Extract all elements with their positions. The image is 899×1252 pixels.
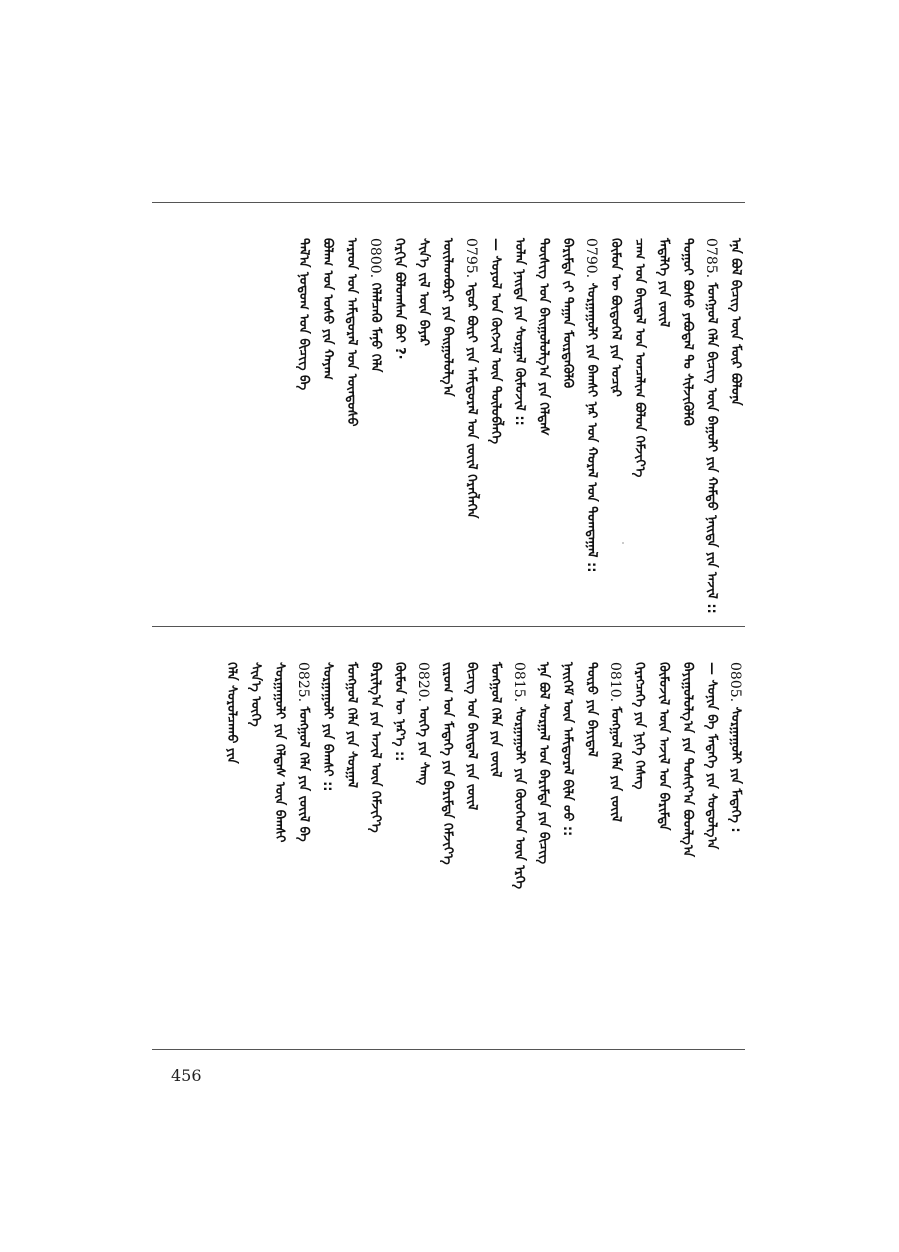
upper-text-block bbox=[152, 238, 745, 614]
line-text: ᠰᠤᠷᠭᠠᠭᠤᠯᠢ ᠶᠢᠨ ᠪᠠᠭᠰᠢ :: bbox=[320, 662, 335, 792]
middle-rule bbox=[152, 626, 745, 627]
text-line bbox=[485, 662, 505, 777]
text-line bbox=[341, 238, 361, 426]
numbered-entry-line bbox=[293, 662, 313, 842]
numbered-entry-line bbox=[413, 662, 433, 785]
text-line bbox=[557, 662, 577, 836]
text-line bbox=[437, 238, 457, 397]
line-text: ᠡᠨᠡ ᠪᠣᠯ ᠪᠢᠴᠢᠭ ᠦᠨ ᠮᠦᠷ ᠪᠣᠯᠤᠨᠠ bbox=[728, 238, 743, 406]
line-text: ᠮᠡᠳᠡᠯᠭᠡ ᠶᠢᠨ ᠵᠦᠢᠯ bbox=[656, 238, 671, 328]
line-text: ᠪᠠᠷᠢᠯᠭ᠎ᠠ ᠶᠢᠨ ᠠᠵᠢᠯ ᠦᠨ ᠬᠡᠮᠵᠢᠶ᠎ᠡ bbox=[368, 662, 383, 833]
line-text: ᠬᠡᠷᠡᠭᠴᠡᠭᠡ ᠶᠢᠨ ᠨᠢᠭᠡ ᠬᠡᠰᠡᠭ bbox=[632, 662, 647, 790]
text-line bbox=[581, 662, 601, 757]
text-line bbox=[629, 238, 649, 477]
text-line bbox=[413, 238, 433, 346]
line-text: ᠳᠤᠭᠤᠢ ᠪᠤᠰᠤ ᠶᠠᠪᠤᠳᠠᠯ ᠲᠤ ᠰᠢᠯᠵᠢᠭᠦᠯᠬᠦ bbox=[680, 238, 695, 426]
numbered-entry-line bbox=[701, 238, 721, 614]
line-text: ᠰᠢᠨ᠎ᠡ ᠵᠢᠯ ᠦᠨ ᠪᠠᠶᠠᠷ bbox=[416, 238, 431, 346]
text-line bbox=[509, 238, 529, 426]
text-line bbox=[437, 662, 457, 865]
line-text: ᠡᠳᠦᠷ ᠪᠦᠷᠢ ᠶᠢᠨ ᠠᠮᠢᠳᠤᠷᠠᠯ ᠤᠨ ᠵᠦᠢᠯ ᠬᠡᠷᠡᠭᠯᠡᠭᠡᠨ bbox=[464, 278, 479, 519]
text-line bbox=[341, 662, 361, 788]
bottom-rule bbox=[152, 1049, 745, 1050]
numbered-entry-line bbox=[581, 238, 601, 572]
text-line bbox=[653, 662, 673, 830]
entry-number: 0785. bbox=[703, 238, 719, 279]
scan-speck bbox=[622, 542, 624, 544]
line-text: ᠪᠠᠷᠢᠮᠲᠠ ᠵᠢ ᠳᠠᠭᠠᠨ ᠮᠦᠷᠳᠡᠭᠦᠯᠬᠦ bbox=[560, 238, 575, 389]
line-text: ᠵᠢᠷᠤᠭ ᠤᠨ ᠮᠡᠳᠡᠭᠡ ᠶᠢᠨ ᠪᠠᠷᠢᠮᠲᠠ ᠬᠡᠮᠵᠢᠶ᠎ᠡ bbox=[440, 662, 455, 865]
text-line bbox=[677, 662, 697, 857]
numbered-entry-line bbox=[461, 238, 481, 518]
line-text: ᠮᠣᠩᠭᠣᠯ ᠬᠡᠯᠡ ᠶᠢᠨ ᠵᠦᠢᠯ bbox=[608, 702, 623, 822]
text-line bbox=[725, 238, 745, 406]
line-text: ᠰᠤᠷᠭᠠᠭᠤᠯᠢ ᠶᠢᠨ ᠮᠡᠳᠡᠭᠡ : bbox=[728, 702, 743, 833]
line-text: ᠰᠢᠨ᠎ᠡ ᠦᠭᠡ bbox=[248, 662, 263, 727]
line-text: ᠦᠢᠯᠡᠳᠪᠦᠷᠢ ᠶᠢᠨ ᠪᠠᠢᠭᠤᠯᠤᠯᠭ᠎ᠠ bbox=[440, 238, 455, 397]
entry-number: 0815. bbox=[511, 662, 527, 703]
lower-text-block bbox=[152, 662, 745, 1022]
text-line bbox=[245, 662, 265, 727]
line-text: ᠮᠣᠩᠭᠣᠯ ᠬᠡᠯᠡ ᠪᠢᠴᠢᠭ ᠦᠨ ᠪᠠᠭᠤᠯᠢ ᠶᠢᠨ ᠬᠠᠮᠲᠤ ᠨᠡᠢᠲᠡ ᠶᠢᠨ ᠠᠵᠢᠯ :: bbox=[704, 278, 719, 614]
text-line bbox=[557, 238, 577, 388]
text-line bbox=[461, 662, 481, 810]
numbered-entry-line bbox=[365, 238, 385, 372]
line-text: ᠮᠣᠩᠭᠣᠯ ᠬᠡᠯᠡ ᠶᠢᠨ ᠵᠦᠢᠯ ᠪᠠ bbox=[296, 702, 311, 842]
line-text: ᠡᠨᠡ ᠪᠣᠯ ᠰᠤᠷᠭᠠᠯ ᠤᠨ ᠪᠠᠷᠢᠮᠲᠠ ᠶᠢᠨ ᠪᠢᠴᠢᠭ bbox=[536, 662, 551, 865]
text-line bbox=[533, 238, 553, 436]
entry-number: 0800. bbox=[367, 238, 383, 279]
line-text: ᠴᠠᠭ ᠤᠨ ᠪᠠᠢᠳᠠᠯ ᠤᠨ ᠣᠨᠴᠠᠯᠢᠭ ᠪᠣᠯᠤᠨ ᠬᠡᠮᠵᠢᠶ᠎ᠡ bbox=[632, 238, 647, 478]
line-text: ᠰᠤᠷᠭᠠᠭᠤᠯᠢ ᠶᠢᠨ ᠪᠠᠭᠰᠢ ᠨᠠᠷ ᠤᠨ ᠬᠤᠷᠠᠯ ᠤᠨ ᠲᠣᠭᠲᠠᠭᠠᠯ :: bbox=[584, 278, 599, 573]
text-line bbox=[221, 662, 241, 764]
line-text: ᠪᠤᠯᠠᠭ ᠤᠨ ᠤᠰᠤ ᠶᠢᠨ ᠬᠠᠶᠠᠭ bbox=[320, 238, 335, 380]
entry-number: 0795. bbox=[463, 238, 479, 279]
line-text: ᠪᠠᠶᠢᠭᠤᠯᠤᠯᠭ᠎ᠠ ᠶᠢᠨ ᠲᠤᠰᠢᠶ᠎ᠠ ᠪᠣᠳᠯᠭ᠎ᠠ bbox=[680, 662, 695, 858]
page-number: 456 bbox=[171, 1066, 202, 1085]
line-text: ᠣᠯᠠᠨ ᠨᠡᠢᠲᠡ ᠶᠢᠨ ᠰᠤᠷᠭᠠᠯ ᠬᠦᠮᠦᠵᠢᠯ :: bbox=[512, 238, 527, 426]
numbered-entry-line bbox=[605, 662, 625, 822]
entry-number: 0825. bbox=[295, 662, 311, 703]
line-text: ᠠᠷᠠᠳ ᠤᠨ ᠠᠮᠢᠳᠤᠷᠠᠯ ᠤᠨ ᠦᠨᠳᠦᠰᠦ bbox=[344, 238, 359, 427]
text-line bbox=[677, 238, 697, 426]
text-line bbox=[701, 662, 721, 849]
line-text: ᠮᠣᠩᠭᠣᠯ ᠬᠡᠯᠡ ᠶᠢᠨ ᠰᠤᠷᠭᠠᠯ bbox=[344, 662, 359, 788]
entry-number: 0790. bbox=[583, 238, 599, 279]
entry-number: 0810. bbox=[607, 662, 623, 703]
text-line bbox=[317, 238, 337, 380]
entry-number: 0805. bbox=[727, 662, 743, 703]
line-text: ᠬᠡᠯᠡᠯᠴᠡᠬᠦ ᠮᠠᠨᠤ ᠬᠡᠯᠡ bbox=[368, 278, 383, 373]
top-rule bbox=[152, 202, 745, 203]
text-line bbox=[653, 238, 673, 327]
line-text: — ᠰᠣᠨᠢᠨ ᠪᠠ ᠮᠡᠳᠡᠭᠡ ᠶᠢᠨ ᠰᠤᠳᠤᠯᠭ᠎ᠠ bbox=[704, 662, 719, 850]
line-text: ᠦᠭᠡ ᠶᠢᠨ ᠰᠠᠩ bbox=[416, 702, 431, 786]
numbered-entry-line bbox=[509, 662, 529, 889]
text-line bbox=[533, 662, 553, 864]
line-text: ᠰᠤᠷᠭᠠᠭᠤᠯᠢ ᠶᠢᠨ ᠬᠡᠯᠲᠡᠰ ᠦᠨ ᠪᠠᠭᠰᠢ bbox=[272, 662, 287, 843]
text-line bbox=[293, 238, 313, 390]
line-text: ᠮᠣᠩᠭᠣᠯ ᠬᠡᠯᠡ ᠶᠢᠨ ᠵᠦᠢᠯ bbox=[488, 662, 503, 778]
text-line bbox=[485, 238, 505, 444]
text-line bbox=[389, 662, 409, 761]
line-text: ᠬᠡᠯᠡ ᠰᠤᠷᠤᠯᠴᠠᠬᠤ ᠶᠢᠨ bbox=[224, 662, 239, 764]
line-text: ᠨᠡᠢᠭᠡᠮ ᠦᠨ ᠠᠮᠢᠳᠤᠷᠠᠯ ᠪᠢᠯᠡ ᠤᠤ :: bbox=[560, 662, 575, 837]
line-text: ᠬᠦᠮᠦᠨ ᠦ ᠨᠡᠷ᠎ᠡ :: bbox=[392, 662, 407, 762]
text-line bbox=[269, 662, 289, 842]
text-line bbox=[317, 662, 337, 791]
line-text: ᠲᠦᠰᠢᠭ ᠤᠨ ᠪᠠᠢᠭᠤᠯᠤᠯᠭ᠎ᠠ ᠶᠢᠨ ᠬᠡᠯᠲᠡᠰ bbox=[536, 238, 551, 436]
line-text: ᠲᠠᠯ᠎ᠠ ᠨᠤᠲᠤᠭ ᠤᠨ ᠪᠢᠴᠢᠭ ᠪᠠ bbox=[296, 238, 311, 391]
line-text: — ᠰᠣᠶᠣᠯ ᠤᠨ ᠬᠥᠭᠵᠢᠯ ᠦᠨ ᠲᠥᠯᠦᠪᠯᠡᠭᠡ bbox=[488, 238, 503, 444]
numbered-entry-line bbox=[725, 662, 745, 833]
line-text: ᠬᠦᠮᠦᠵᠢᠯ ᠦᠨ ᠠᠵᠢᠯ ᠤᠨ ᠪᠠᠷᠢᠮᠲᠠ bbox=[656, 662, 671, 831]
line-text: ᠬᠦᠮᠦᠨ ᠦ ᠪᠦᠲᠦᠭᠡᠯ ᠶᠢᠨ ᠤᠴᠢᠷ bbox=[608, 238, 623, 397]
line-text: ᠪᠢᠴᠢᠭ ᠤᠨ ᠪᠠᠢᠳᠠᠯ ᠶᠢᠨ ᠵᠦᠢᠯ bbox=[464, 662, 479, 811]
text-line bbox=[629, 662, 649, 789]
text-line bbox=[605, 238, 625, 397]
entry-number: 0820. bbox=[415, 662, 431, 703]
text-line bbox=[365, 662, 385, 833]
text-line bbox=[389, 238, 409, 360]
line-text: ᠰᠤᠷᠭᠠᠭᠤᠯᠢ ᠶᠢᠨ ᠬᠦᠦᠬᠡᠳ ᠦᠨ ᠡᠷᠬᠡ bbox=[512, 702, 527, 889]
line-text: ᠬᠡᠷᠬᠢᠨ ᠪᠣᠯᠤᠭᠰᠠᠨ ᠪᠤᠢ ?· bbox=[392, 238, 407, 360]
line-text: ᠲᠥᠷᠦ ᠶᠢᠨ ᠪᠠᠶᠢᠳᠠᠯ bbox=[584, 662, 599, 757]
